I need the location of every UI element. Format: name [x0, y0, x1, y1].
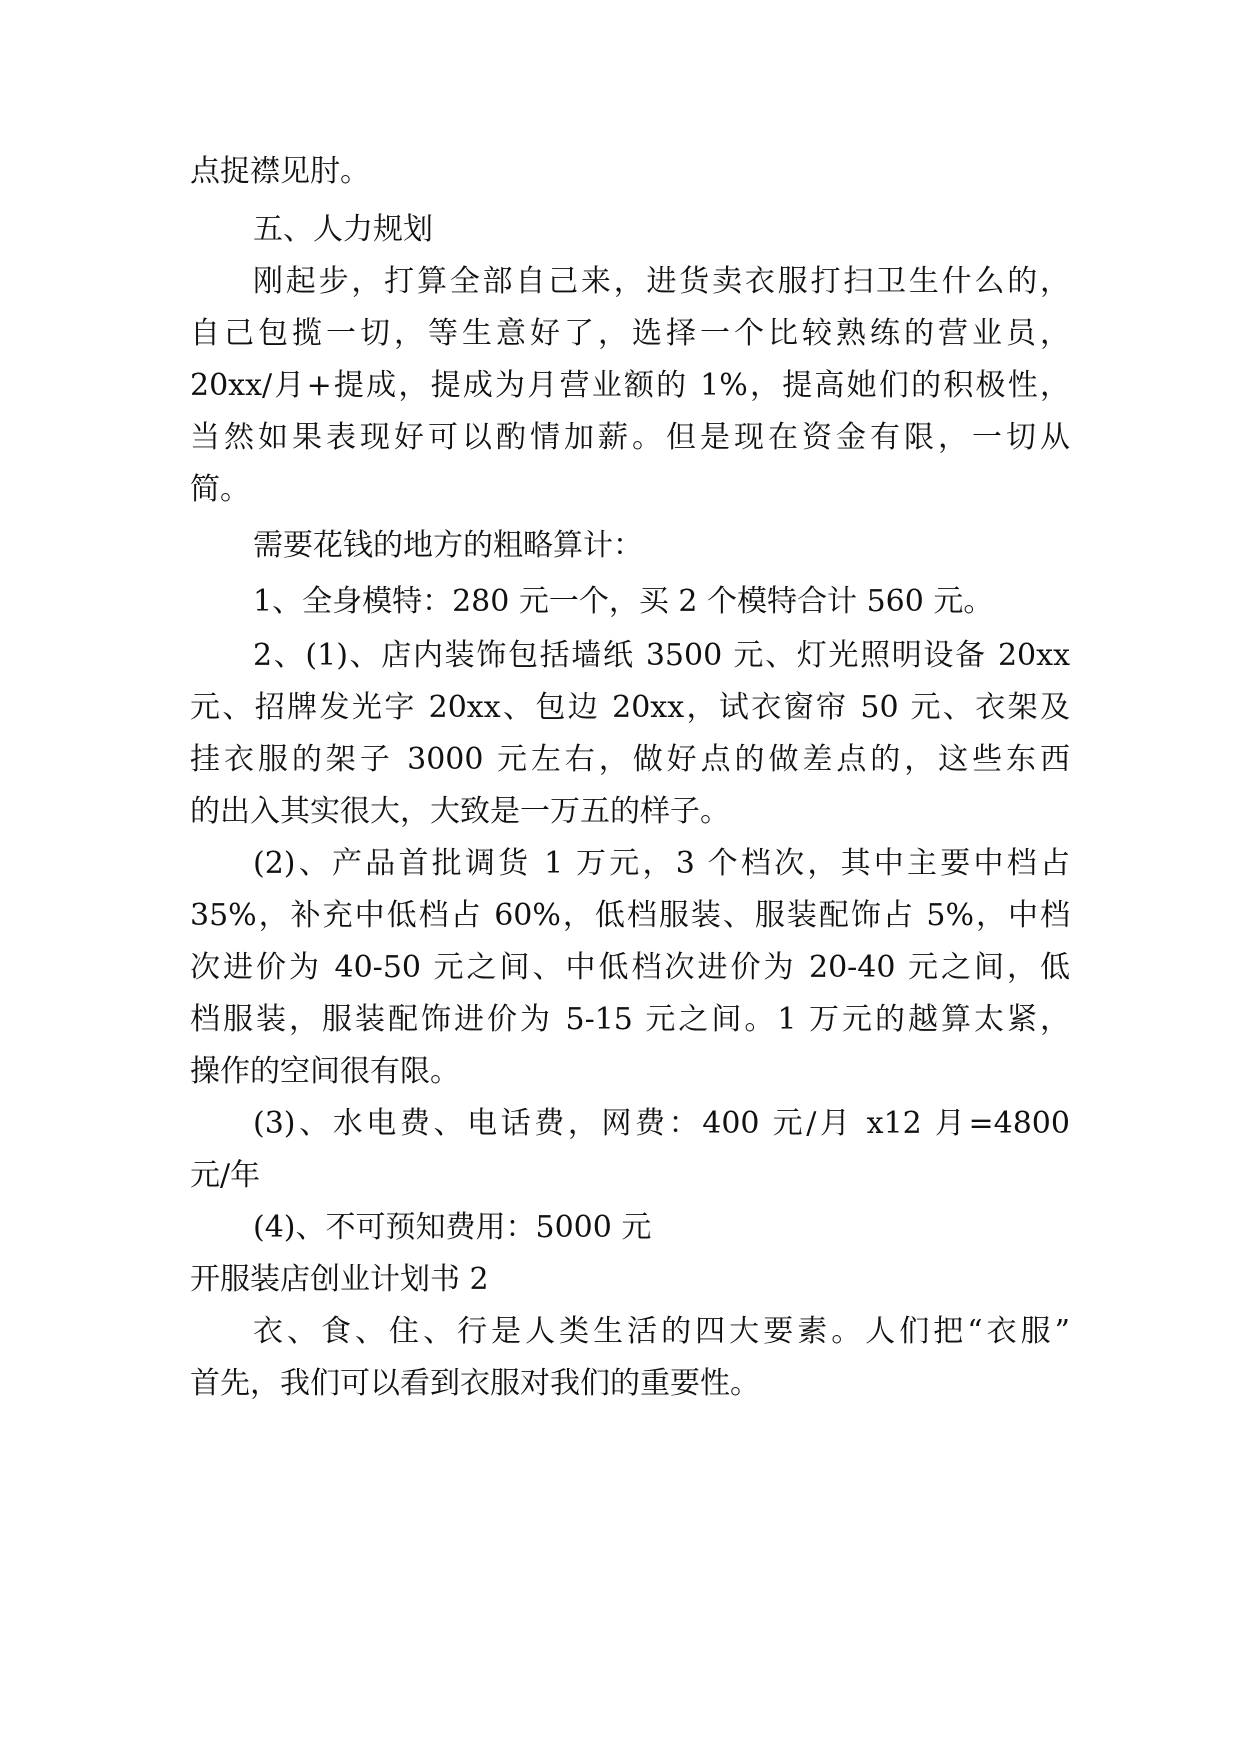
text-line: 简。: [190, 472, 250, 507]
text-line: 衣、食、住、行是人类生活的四大要素。人们把“衣服”: [253, 1314, 1070, 1349]
text-line: 自己包揽一切，等生意好了，选择一个比较熟练的营业员，: [190, 316, 1070, 351]
text-line: 档服装，服装配饰进价为 5-15 元之间。1 万元的越算太紧，: [190, 1002, 1070, 1037]
text-line: 35%，补充中低档占 60%，低档服装、服装配饰占 5%，中档: [190, 898, 1070, 933]
text-line: 20xx/月+提成，提成为月营业额的 1%，提高她们的积极性，: [190, 368, 1070, 403]
text-line: 2、(1)、店内装饰包括墙纸 3500 元、灯光照明设备 20xx: [253, 638, 1070, 673]
text-line: 刚起步，打算全部自己来，进货卖衣服打扫卫生什么的，: [253, 264, 1070, 299]
text-line: (3)、水电费、电话费，网费：400 元/月 x12 月=4800: [253, 1106, 1070, 1141]
text-line: 1、全身模特：280 元一个，买 2 个模特合计 560 元。: [253, 584, 994, 619]
document-title: 开服装店创业计划书 2: [190, 1262, 489, 1297]
text-line: 元、招牌发光字 20xx、包边 20xx，试衣窗帘 50 元、衣架及: [190, 690, 1070, 725]
text-line: 操作的空间很有限。: [190, 1054, 460, 1089]
text-line: 当然如果表现好可以酌情加薪。但是现在资金有限，一切从: [190, 420, 1070, 455]
text-line: (2)、产品首批调货 1 万元，3 个档次，其中主要中档占: [253, 846, 1070, 881]
text-line: 次进价为 40-50 元之间、中低档次进价为 20-40 元之间，低: [190, 950, 1070, 985]
text-line: (4)、不可预知费用：5000 元: [253, 1210, 652, 1245]
text-line: 点捉襟见肘。: [190, 154, 370, 189]
section-heading: 五、人力规划: [253, 212, 433, 247]
text-line: 首先，我们可以看到衣服对我们的重要性。: [190, 1366, 760, 1401]
text-line: 需要花钱的地方的粗略算计：: [253, 528, 643, 563]
text-line: 的出入其实很大，大致是一万五的样子。: [190, 794, 730, 829]
text-line: 挂衣服的架子 3000 元左右，做好点的做差点的，这些东西: [190, 742, 1070, 777]
text-line: 元/年: [190, 1158, 261, 1193]
